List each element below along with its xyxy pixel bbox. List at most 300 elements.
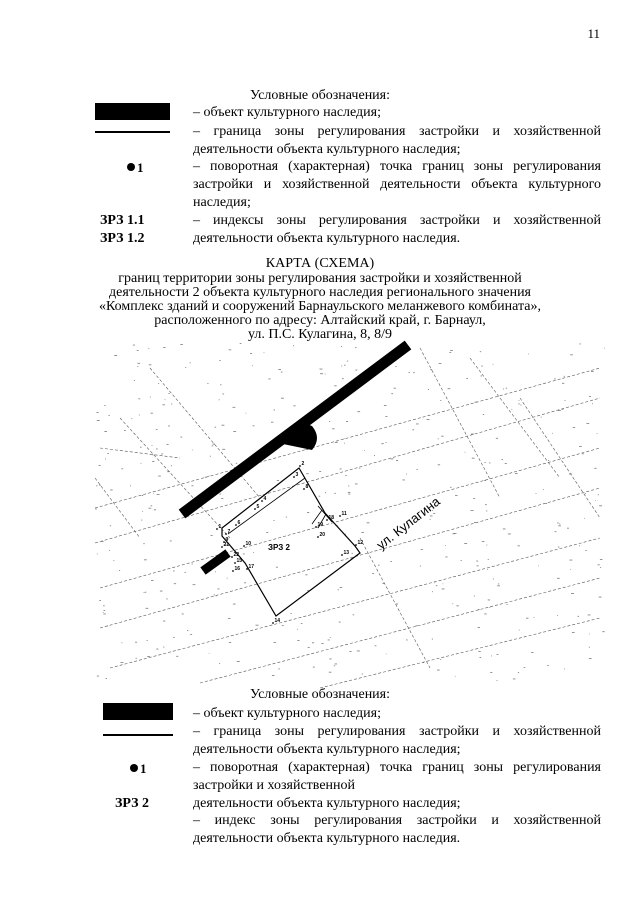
heritage-object-text: – объект культурного наследия; xyxy=(193,706,381,721)
survey-speck xyxy=(156,429,158,430)
survey-speck xyxy=(569,560,572,561)
survey-speck xyxy=(486,545,487,546)
survey-speck xyxy=(573,427,575,428)
survey-speck xyxy=(217,589,219,590)
survey-speck xyxy=(150,397,151,398)
survey-speck xyxy=(335,442,338,443)
survey-speck xyxy=(430,369,432,370)
survey-speck xyxy=(357,411,360,412)
survey-speck xyxy=(103,606,105,607)
survey-speck xyxy=(604,348,605,349)
survey-speck xyxy=(474,596,475,597)
survey-speck xyxy=(602,631,604,632)
survey-speck xyxy=(293,345,294,346)
survey-speck xyxy=(464,543,467,544)
survey-speck xyxy=(355,347,356,348)
survey-speck xyxy=(594,468,596,469)
turning-point-symbol xyxy=(127,160,144,176)
map-title-line-4: «Комплекс зданий и сооружений Барнаульского меланжевого комбината», xyxy=(99,299,541,314)
survey-speck xyxy=(579,546,580,547)
survey-speck xyxy=(472,458,475,459)
boundary-symbol xyxy=(103,734,173,736)
survey-speck xyxy=(146,608,149,609)
survey-speck xyxy=(430,519,431,520)
turning-point-number: 2 xyxy=(301,461,305,467)
survey-speck xyxy=(341,346,342,347)
survey-speck xyxy=(466,378,468,379)
survey-speck xyxy=(312,643,314,644)
survey-speck xyxy=(237,661,240,662)
survey-speck xyxy=(253,552,254,553)
survey-speck xyxy=(562,383,564,384)
turning-point-number: 18 xyxy=(328,515,335,521)
survey-speck xyxy=(475,402,477,403)
survey-speck xyxy=(375,646,377,647)
survey-speck xyxy=(519,630,520,631)
survey-speck xyxy=(340,587,343,588)
turning-point-text: – поворотная (характерная) точка границ зоны регулирования застройки и хозяйственной xyxy=(193,760,601,793)
survey-speck xyxy=(138,399,140,400)
survey-speck xyxy=(348,486,349,487)
survey-speck xyxy=(101,541,104,542)
survey-speck xyxy=(511,409,512,410)
turning-point-number: 4 xyxy=(263,496,267,502)
survey-speck xyxy=(236,463,237,464)
survey-speck xyxy=(384,405,387,406)
survey-speck xyxy=(104,405,105,406)
survey-speck xyxy=(481,366,483,367)
survey-speck xyxy=(541,417,542,418)
survey-speck xyxy=(145,592,146,593)
survey-speck xyxy=(497,654,499,655)
survey-speck xyxy=(222,449,225,450)
survey-speck xyxy=(480,351,481,352)
survey-speck xyxy=(599,506,602,507)
survey-speck xyxy=(538,566,539,567)
survey-speck xyxy=(228,618,230,619)
survey-speck xyxy=(586,423,589,424)
turning-point-number: 7 xyxy=(227,529,231,535)
survey-speck xyxy=(233,604,236,605)
survey-speck xyxy=(308,647,310,648)
survey-speck xyxy=(99,600,101,601)
survey-speck xyxy=(449,352,451,353)
survey-speck xyxy=(349,651,351,652)
survey-speck xyxy=(140,447,142,448)
survey-speck xyxy=(121,662,124,663)
survey-speck xyxy=(569,474,572,475)
survey-speck xyxy=(450,487,451,488)
survey-speck xyxy=(329,672,332,673)
survey-speck xyxy=(427,419,430,420)
survey-speck xyxy=(153,493,154,494)
survey-speck xyxy=(353,615,355,616)
survey-speck xyxy=(390,561,392,562)
survey-speck xyxy=(347,361,348,362)
survey-speck xyxy=(291,613,292,614)
survey-speck xyxy=(567,528,569,529)
survey-speck xyxy=(416,424,419,425)
survey-speck xyxy=(570,355,573,356)
survey-speck xyxy=(168,393,169,394)
survey-speck xyxy=(113,560,114,561)
survey-speck xyxy=(119,570,120,571)
survey-speck xyxy=(355,679,356,680)
survey-speck xyxy=(103,612,104,613)
survey-speck xyxy=(524,667,526,668)
survey-speck xyxy=(105,459,106,460)
survey-speck xyxy=(152,445,153,446)
survey-speck xyxy=(104,610,106,611)
survey-speck xyxy=(487,569,488,570)
turning-point-dot-icon xyxy=(127,163,135,171)
survey-speck xyxy=(420,566,421,567)
survey-speck xyxy=(306,473,309,474)
survey-speck xyxy=(165,399,166,400)
survey-speck xyxy=(167,471,170,472)
survey-speck xyxy=(274,642,276,643)
survey-speck xyxy=(207,383,208,384)
survey-speck xyxy=(548,460,549,461)
survey-speck xyxy=(394,388,396,389)
survey-speck xyxy=(141,520,142,521)
survey-speck xyxy=(496,438,498,439)
survey-speck xyxy=(107,453,109,454)
survey-speck xyxy=(325,374,326,375)
survey-speck xyxy=(328,640,330,641)
survey-speck xyxy=(219,360,220,361)
survey-speck xyxy=(180,437,182,438)
survey-speck xyxy=(440,400,441,401)
survey-speck xyxy=(152,461,154,462)
survey-speck xyxy=(313,667,315,668)
survey-speck xyxy=(162,405,165,406)
survey-speck xyxy=(180,344,183,345)
survey-speck xyxy=(488,559,489,560)
survey-speck xyxy=(585,550,586,551)
survey-speck xyxy=(320,373,323,374)
survey-speck xyxy=(240,343,242,344)
survey-speck xyxy=(97,676,99,677)
survey-speck xyxy=(266,532,268,533)
survey-speck xyxy=(409,372,410,373)
survey-speck xyxy=(137,363,140,364)
survey-speck xyxy=(97,554,98,555)
survey-speck xyxy=(592,403,593,404)
map-title-line-2: границ территории зоны регулирования застройки и хозяйственной xyxy=(118,271,522,286)
survey-speck xyxy=(227,578,228,579)
survey-speck xyxy=(305,575,307,576)
survey-speck xyxy=(171,404,172,405)
survey-speck xyxy=(135,642,137,643)
survey-speck xyxy=(332,429,335,430)
survey-speck xyxy=(536,493,537,494)
survey-speck xyxy=(453,533,455,534)
survey-speck xyxy=(579,446,582,447)
survey-speck xyxy=(297,640,299,641)
survey-speck xyxy=(286,517,287,518)
survey-speck xyxy=(96,486,97,487)
survey-speck xyxy=(344,365,346,366)
survey-speck xyxy=(362,674,363,675)
survey-speck xyxy=(182,614,184,615)
survey-speck xyxy=(97,412,99,413)
survey-speck xyxy=(216,596,217,597)
survey-speck xyxy=(471,434,474,435)
survey-speck xyxy=(557,615,558,616)
survey-speck xyxy=(114,355,117,356)
survey-speck xyxy=(559,524,560,525)
boundary-text: – граница зоны регулирования застройки и хозяйственной деятельности объекта культурного наследия; xyxy=(193,124,601,157)
survey-speck xyxy=(156,649,158,650)
turning-point-text: – поворотная (характерная) точка границ зоны регулирования застройки и хозяйственной деятельности объекта культурного наследия; xyxy=(193,159,601,210)
survey-speck xyxy=(173,637,175,638)
legend-title: Условные обозначения: xyxy=(249,88,391,103)
survey-speck xyxy=(440,659,441,660)
survey-speck xyxy=(173,571,175,572)
survey-speck xyxy=(121,469,123,470)
survey-speck xyxy=(221,498,223,499)
map-scheme xyxy=(0,338,640,690)
survey-speck xyxy=(321,643,323,644)
survey-speck xyxy=(344,443,345,444)
map-title-line-3: деятельности 2 объекта культурного наследия регионального значения xyxy=(108,285,532,300)
survey-speck xyxy=(584,518,585,519)
survey-speck xyxy=(557,523,559,524)
survey-speck xyxy=(264,352,265,353)
survey-speck xyxy=(147,656,150,657)
survey-speck xyxy=(403,480,405,481)
survey-speck xyxy=(193,584,196,585)
survey-speck xyxy=(222,394,224,395)
survey-speck xyxy=(595,500,596,501)
survey-speck xyxy=(219,400,220,401)
survey-speck xyxy=(493,579,494,580)
turning-point-number: 10 xyxy=(245,541,252,547)
turning-point-text-cont: деятельности объекта культурного наследия; xyxy=(193,796,461,811)
survey-speck xyxy=(109,550,110,551)
survey-speck xyxy=(99,465,101,466)
map-title-line-1: КАРТА (СХЕМА) xyxy=(265,256,375,271)
survey-speck xyxy=(107,626,108,627)
map-title-line-6: ул. П.С. Кулагина, 8, 8/9 xyxy=(247,327,393,342)
survey-speck xyxy=(598,495,599,496)
survey-speck xyxy=(130,486,131,487)
street-label: ул. Кулагина xyxy=(373,493,443,553)
survey-speck xyxy=(564,669,565,670)
survey-speck xyxy=(391,459,394,460)
survey-speck xyxy=(330,637,331,638)
survey-speck xyxy=(396,604,398,605)
survey-speck xyxy=(190,363,191,364)
survey-speck xyxy=(278,369,281,370)
survey-speck xyxy=(246,413,247,414)
survey-speck xyxy=(448,388,451,389)
survey-speck xyxy=(293,406,295,407)
survey-speck xyxy=(320,369,323,370)
survey-speck xyxy=(506,388,507,389)
heritage-object-symbol xyxy=(103,703,173,720)
survey-speck xyxy=(386,654,387,655)
turning-point-number: 20 xyxy=(319,532,326,538)
survey-speck xyxy=(148,348,149,349)
survey-speck xyxy=(558,410,561,411)
survey-speck xyxy=(268,379,270,380)
survey-speck xyxy=(97,420,100,421)
survey-speck xyxy=(442,589,445,590)
survey-speck xyxy=(274,520,275,521)
survey-speck xyxy=(301,623,303,624)
survey-speck xyxy=(520,405,521,406)
survey-speck xyxy=(139,415,140,416)
survey-speck xyxy=(432,639,433,640)
survey-speck xyxy=(589,634,590,635)
survey-speck xyxy=(137,366,138,367)
survey-speck xyxy=(555,531,557,532)
survey-speck xyxy=(423,662,424,663)
survey-speck xyxy=(243,554,245,555)
survey-speck xyxy=(334,386,337,387)
survey-speck xyxy=(233,407,236,408)
survey-speck xyxy=(562,409,563,410)
survey-speck xyxy=(215,572,216,573)
index-code-2: ЗРЗ 1.2 xyxy=(100,231,145,246)
survey-speck xyxy=(478,609,480,610)
survey-speck xyxy=(433,513,435,514)
survey-speck xyxy=(209,476,210,477)
survey-speck xyxy=(158,383,159,384)
survey-speck xyxy=(378,565,380,566)
survey-speck xyxy=(154,510,156,511)
survey-speck xyxy=(340,469,342,470)
survey-speck xyxy=(461,560,462,561)
survey-speck xyxy=(558,526,561,527)
survey-speck xyxy=(413,372,415,373)
survey-speck xyxy=(528,354,529,355)
survey-speck xyxy=(484,462,485,463)
survey-speck xyxy=(483,414,484,415)
index-text: – индексы зоны регулирования застройки и хозяйственной деятельности объекта культурного наследия. xyxy=(193,213,601,246)
turning-point-number: 1 xyxy=(218,524,222,530)
survey-speck xyxy=(185,572,186,573)
survey-speck xyxy=(406,474,407,475)
survey-speck xyxy=(486,511,487,512)
survey-speck xyxy=(274,410,275,411)
survey-speck xyxy=(477,566,479,567)
survey-speck xyxy=(381,509,382,510)
survey-speck xyxy=(478,627,480,628)
page-number: 11 xyxy=(587,26,600,41)
survey-speck xyxy=(160,591,163,592)
survey-speck xyxy=(338,590,339,591)
survey-speck xyxy=(493,364,494,365)
survey-speck xyxy=(277,480,279,481)
survey-speck xyxy=(481,376,482,377)
index-code-1: ЗРЗ 1.1 xyxy=(100,213,145,228)
survey-speck xyxy=(484,614,486,615)
survey-speck xyxy=(547,665,549,666)
survey-speck xyxy=(518,404,519,405)
survey-speck xyxy=(109,415,110,416)
survey-speck xyxy=(214,595,215,596)
turning-point-dot-icon xyxy=(130,764,138,772)
survey-speck xyxy=(210,456,211,457)
boundary-symbol xyxy=(95,131,170,133)
survey-speck xyxy=(229,642,231,643)
survey-speck xyxy=(534,617,535,618)
survey-speck xyxy=(564,376,565,377)
survey-speck xyxy=(455,495,457,496)
survey-speck xyxy=(168,426,170,427)
survey-speck xyxy=(580,344,581,345)
survey-speck xyxy=(406,640,408,641)
survey-speck xyxy=(395,366,396,367)
survey-speck xyxy=(171,466,172,467)
survey-speck xyxy=(282,625,284,626)
survey-speck xyxy=(329,421,330,422)
survey-speck xyxy=(344,438,345,439)
index-code: ЗРЗ 2 xyxy=(115,796,150,811)
survey-speck xyxy=(438,465,440,466)
survey-speck xyxy=(297,629,298,630)
survey-speck xyxy=(157,494,160,495)
survey-speck xyxy=(250,353,252,354)
survey-speck xyxy=(144,560,147,561)
survey-speck xyxy=(485,504,487,505)
survey-speck xyxy=(476,561,478,562)
survey-speck xyxy=(474,522,476,523)
survey-speck xyxy=(588,615,591,616)
turning-point-number: 8 xyxy=(305,484,309,490)
survey-speck xyxy=(513,679,516,680)
survey-speck xyxy=(141,463,142,464)
survey-speck xyxy=(110,526,111,527)
survey-speck xyxy=(334,666,335,667)
survey-speck xyxy=(276,567,278,568)
survey-speck xyxy=(386,442,387,443)
survey-speck xyxy=(272,675,275,676)
survey-speck xyxy=(144,592,145,593)
survey-speck xyxy=(110,490,113,491)
survey-speck xyxy=(518,672,519,673)
survey-speck xyxy=(435,583,436,584)
survey-speck xyxy=(95,509,97,510)
survey-speck xyxy=(452,603,453,604)
survey-speck xyxy=(104,431,107,432)
survey-speck xyxy=(589,396,591,397)
survey-speck xyxy=(489,463,490,464)
survey-speck xyxy=(361,532,364,533)
survey-speck xyxy=(570,569,571,570)
legend-title: Условные обозначения: xyxy=(249,687,391,702)
survey-speck xyxy=(498,584,499,585)
survey-speck xyxy=(142,511,143,512)
survey-speck xyxy=(445,545,446,546)
survey-speck xyxy=(589,658,592,659)
survey-speck xyxy=(505,463,507,464)
survey-speck xyxy=(134,380,135,381)
survey-speck xyxy=(212,446,214,447)
survey-speck xyxy=(571,593,574,594)
survey-speck xyxy=(599,597,602,598)
survey-speck xyxy=(482,541,485,542)
survey-speck xyxy=(192,486,194,487)
survey-speck xyxy=(383,583,385,584)
turning-point-number: 16 xyxy=(234,566,241,572)
survey-speck xyxy=(438,439,439,440)
survey-speck xyxy=(339,622,341,623)
survey-speck xyxy=(437,670,440,671)
